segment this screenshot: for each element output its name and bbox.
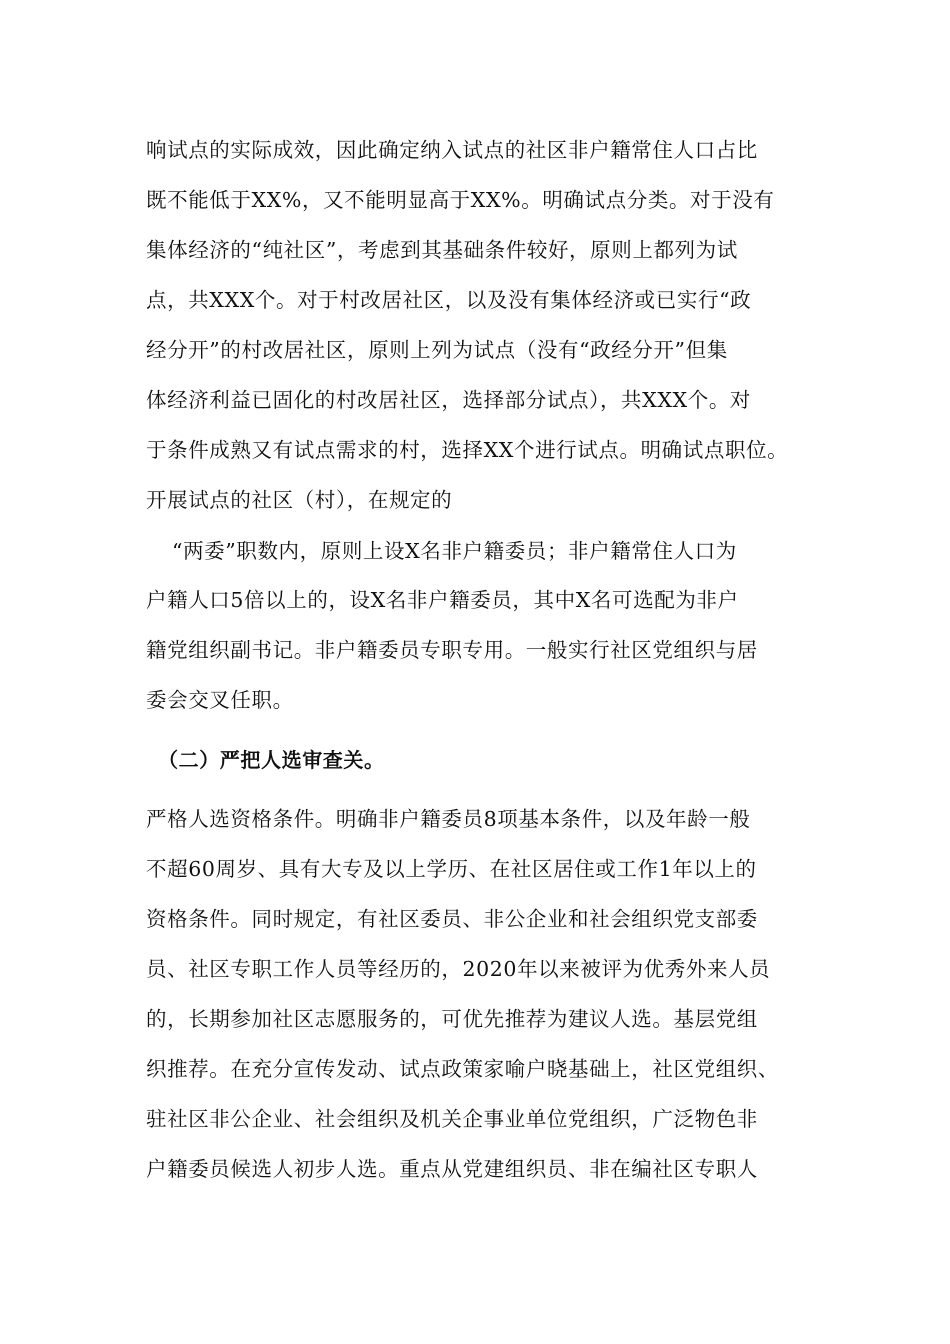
text-line: “两委”职数内，原则上设X名非户籍委员；非户籍常住人口为: [172, 539, 737, 563]
text-line: 籍党组织副书记。非户籍委员专职专用。一般实行社区党组织与居: [146, 638, 758, 662]
text-line: 严格人选资格条件。明确非户籍委员8项基本条件，以及年龄一般: [146, 807, 751, 831]
text-line: 开展试点的社区（村），在规定的: [146, 488, 453, 512]
text-line: 资格条件。同时规定，有社区委员、非公企业和社会组织党支部委: [146, 907, 758, 931]
text-line: 体经济利益已固化的村改居社区，选择部分试点），共XXX个。对: [146, 388, 752, 412]
text-line: 于条件成熟又有试点需求的村，选择XX个进行试点。明确试点职位。: [146, 438, 789, 462]
text-line: 集体经济的“纯社区”，考虑到其基础条件较好，原则上都列为试: [146, 238, 738, 262]
text-line: 经分开”的村改居社区，原则上列为试点（没有“政经分开”但集: [146, 338, 728, 362]
text-line: 的，长期参加社区志愿服务的，可优先推荐为建议人选。基层党组: [146, 1007, 758, 1031]
text-line: 户籍委员候选人初步人选。重点从党建组织员、非在编社区专职人: [146, 1157, 758, 1181]
text-line: 员、社区专职工作人员等经历的，2020年以来被评为优秀外来人员: [146, 957, 771, 981]
text-line: 点，共XXX个。对于村改居社区，以及没有集体经济或已实行“政: [146, 288, 752, 312]
text-line: 响试点的实际成效，因此确定纳入试点的社区非户籍常住人口占比: [146, 138, 758, 162]
text-line: 委会交叉任职。: [146, 688, 294, 712]
text-line: 驻社区非公企业、社会组织及机关企事业单位党组织，广泛物色非: [146, 1107, 758, 1131]
section-heading: （二）严把人选审查关。: [158, 748, 385, 772]
text-line: 户籍人口5倍以上的，设X名非户籍委员，其中X名可选配为非户: [146, 588, 739, 612]
text-line: 既不能低于XX%，又不能明显高于XX%。明确试点分类。对于没有: [146, 188, 775, 212]
text-line: 不超60周岁、具有大专及以上学历、在社区居住或工作1年以上的: [146, 857, 757, 881]
text-line: 织推荐。在充分宣传发动、试点政策家喻户晓基础上，社区党组织、: [146, 1057, 779, 1081]
